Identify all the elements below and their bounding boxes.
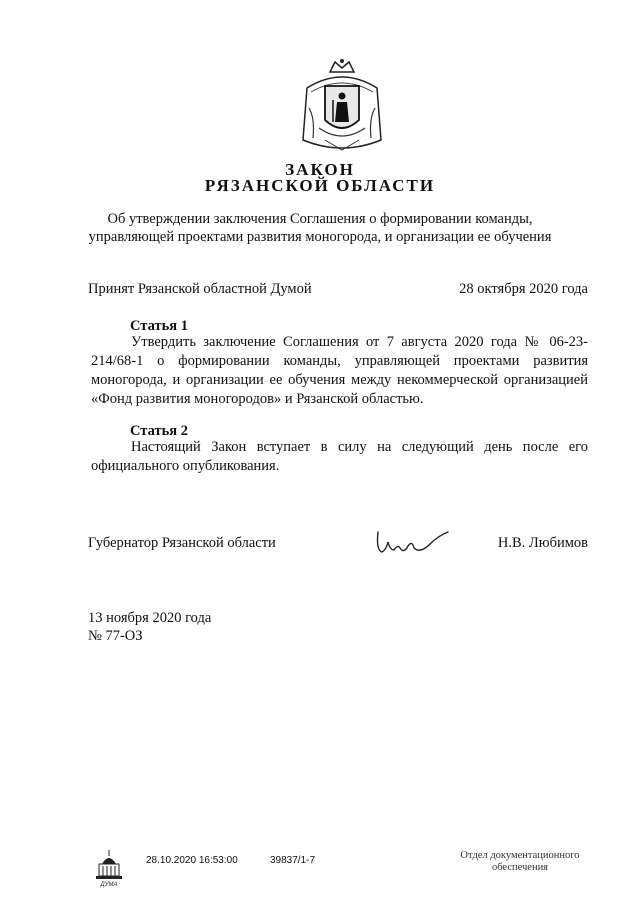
document-title-region: РЯЗАНСКОЙ ОБЛАСТИ [204,176,436,195]
registration-code: 39837/1-7 [270,855,316,866]
document-subtitle: Об утверждении заключения Соглашения о формировании команды, управляющей проектами развития моногорода, и организации ее обучения [88,211,552,245]
article-1-text: Утвердить заключение Соглашения от 7 августа 2020 года № 06-23-214/68-1 о формировании команды, управляющей проектами развития моногорода, и организации ее обучения между некоммерческой организацией «Фонд развития моногородов» и Рязанской областью. [91,334,588,407]
document-title: ЗАКОН [285,160,355,179]
office-stamp-line-2: обеспечения [491,862,549,873]
office-stamp [440,850,600,874]
duma-building-icon [94,848,124,888]
adopted-by: Принят Рязанской областной Думой [88,281,312,297]
registration-datetime: 28.10.2020 16:53:00 [146,855,238,866]
sign-date: 13 ноября 2020 года [88,610,212,626]
article-1-heading: Статья 1 [130,318,188,334]
office-stamp-line-1: Отдел документационного [460,850,580,861]
signer-name: Н.В. Любимов [497,535,588,551]
signer-title: Губернатор Рязанской области [88,535,276,551]
handwritten-signature [372,520,452,560]
article-2-heading: Статья 2 [130,423,188,439]
adoption-date: 28 октября 2020 года [459,281,588,297]
law-number: № 77-ОЗ [88,628,143,644]
coat-of-arms-emblem [297,58,387,158]
article-2-text: Настоящий Закон вступает в силу на следующий день после его официального опубликования. [91,439,588,474]
duma-logo-text: ДУМА [100,882,118,888]
